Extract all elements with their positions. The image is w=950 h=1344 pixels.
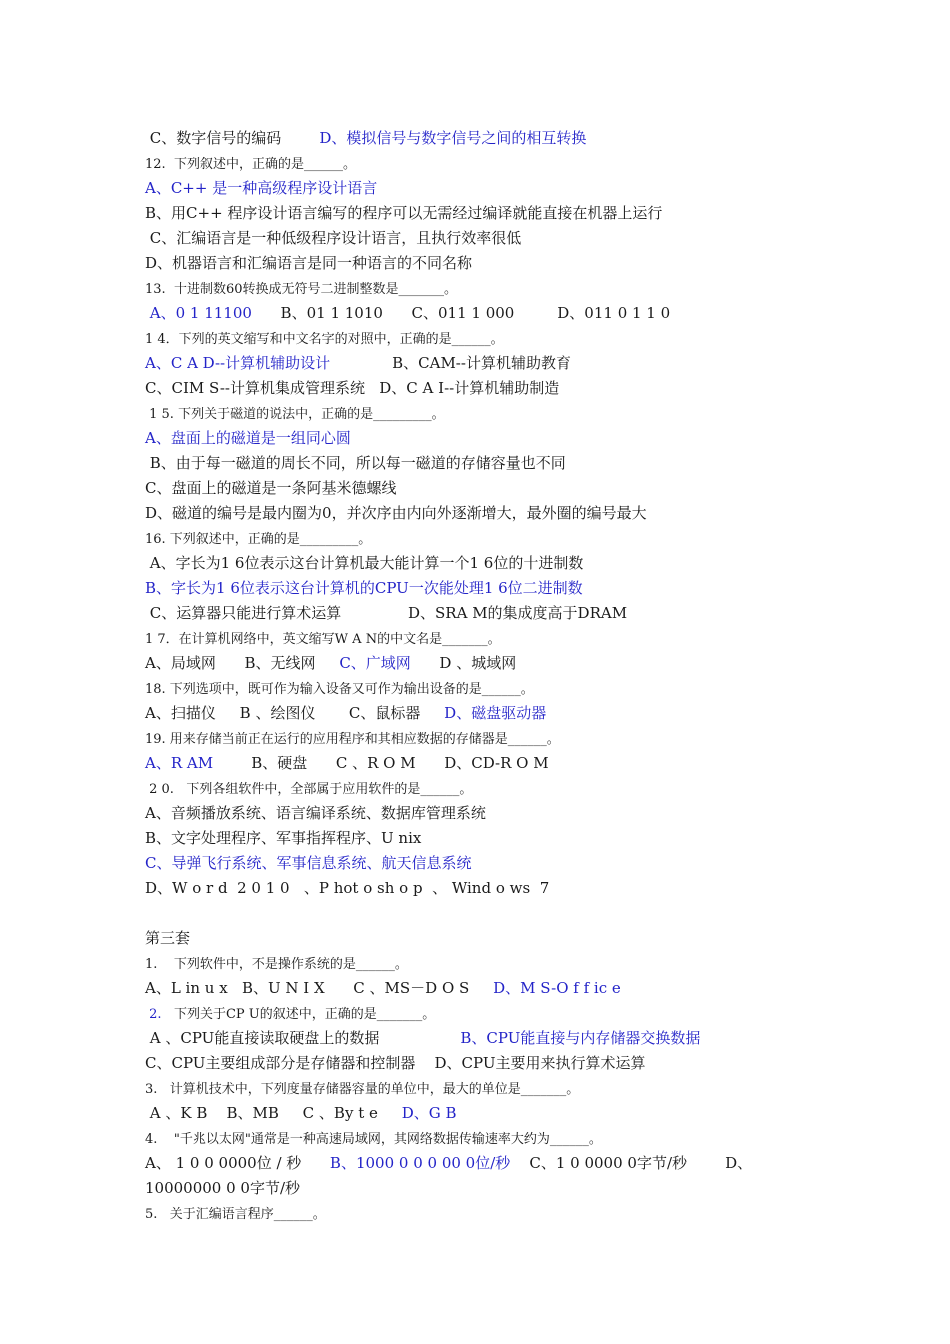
text-line (145, 878, 549, 898)
text-segment: 3. 计算机技术中，下列度量存储器容量的单位中，最大的单位是_______。 (145, 1082, 580, 1097)
text-line (145, 278, 457, 300)
text-segment: A、音频播放系统、语言编译系统、数据库管理系统 (145, 804, 486, 822)
text-line (145, 178, 377, 198)
text-line (145, 1078, 579, 1100)
text-segment: A、 1 0 0 0000位 / 秒 (145, 1154, 330, 1172)
text-line (145, 1203, 326, 1225)
text-segment: C、盘面上的磁道是一条阿基米德螺线 (145, 479, 397, 497)
answer-text: D、M S-O f f ic e (493, 979, 621, 997)
text-segment: 下列关于CP U的叙述中，正确的是_______。 (161, 1007, 436, 1022)
text-line (145, 978, 621, 998)
text-segment: 12. 下列叙述中，正确的是______。 (145, 157, 356, 172)
text-line (145, 678, 534, 700)
text-segment: C、数字信号的编码 (145, 129, 320, 147)
text-segment: D、磁道的编号是最内圈为0，并次序由内向外逐渐增大，最外圈的编号最大 (145, 504, 647, 522)
answer-text: C、广域网 (339, 654, 411, 672)
text-segment: D、机器语言和汇编语言是同一种语言的不同名称 (145, 254, 473, 272)
answer-text: B、CPU能直接与内存储器交换数据 (460, 1029, 701, 1047)
text-segment: B、硬盘 C 、R O M D、CD-R O M (213, 754, 549, 772)
text-line (145, 478, 396, 498)
text-segment: C、汇编语言是一种低级程序设计语言，且执行效率很低 (145, 229, 522, 247)
text-segment: C、1 0 0000 0字节/秒 D、 (510, 1154, 753, 1172)
answer-text: C、导弹飞行系统、军事信息系统、航天信息系统 (145, 854, 472, 872)
text-segment: 1 7．在计算机网络中，英文缩写W A N的中文名是_______。 (145, 632, 501, 647)
text-line (145, 703, 546, 723)
text-segment: C、运算器只能进行算术运算 D、SRA M的集成度高于DRAM (145, 604, 628, 622)
text-line (145, 528, 371, 550)
answer-text: A、0 1 11100 (145, 304, 252, 322)
answer-text: D、模拟信号与数字信号之间的相互转换 (319, 129, 587, 147)
text-segment: 18. 下列选项中，既可作为输入设备又可作为输出设备的是______。 (145, 682, 534, 697)
text-line (145, 453, 566, 473)
answer-text: A、C++ 是一种高级程序设计语言 (145, 179, 378, 197)
text-line (145, 253, 472, 273)
text-segment: 2 0. 下列各组软件中，全部属于应用软件的是______。 (145, 782, 473, 797)
text-line (145, 1153, 752, 1173)
answer-text: A、C A D--计算机辅助设计 (145, 354, 331, 372)
text-segment: A、局域网 B、无线网 (145, 654, 340, 672)
text-line (145, 1103, 457, 1123)
text-line (145, 328, 504, 350)
text-line (145, 1178, 300, 1198)
text-segment: B、由于每一磁道的周长不同，所以每一磁道的存储容量也不同 (145, 454, 566, 472)
text-line (145, 228, 521, 248)
text-line (145, 828, 421, 848)
text-line (145, 128, 586, 148)
text-segment: 16. 下列叙述中，正确的是_________。 (145, 532, 372, 547)
text-line (145, 403, 445, 425)
answer-text: A、盘面上的磁道是一组同心圆 (145, 429, 351, 447)
text-line (145, 603, 627, 623)
text-segment: 10000000 0 0字节/秒 (145, 1179, 301, 1197)
text-segment: 19. 用来存储当前正在运行的应用程序和其相应数据的存储器是______。 (145, 732, 560, 747)
text-segment: B、用C++ 程序设计语言编写的程序可以无需经过编译就能直接在机器上运行 (145, 204, 663, 222)
text-segment: 第三套 (145, 929, 191, 947)
text-line (145, 728, 560, 750)
text-segment: 1 4．下列的英文缩写和中文名字的对照中，正确的是______。 (145, 332, 504, 347)
text-segment: D 、城域网 (410, 654, 517, 672)
text-line (145, 578, 583, 598)
text-segment: 1. 下列软件中，不是操作系统的是______。 (145, 957, 408, 972)
text-line (145, 428, 351, 448)
text-line (145, 1128, 602, 1150)
text-segment: 4. "千兆以太网"通常是一种高速局域网，其网络数据传输速率大约为______。 (145, 1132, 602, 1147)
text-line (145, 203, 662, 223)
text-segment: A、字长为1 6位表示这台计算机最大能计算一个1 6位的十进制数 (145, 554, 584, 572)
text-line (145, 503, 647, 523)
text-segment: 13. 十进制数60转换成无符号二进制整数是_______。 (145, 282, 457, 297)
text-segment: B、CAM--计算机辅助教育 (330, 354, 571, 372)
text-line (145, 153, 356, 175)
text-segment: 1 5. 下列关于磁道的说法中，正确的是_________。 (145, 407, 445, 422)
text-segment: B、文字处理程序、军事指挥程序、U nix (145, 829, 422, 847)
text-segment: 5. 关于汇编语言程序______。 (145, 1207, 326, 1222)
text-line (145, 753, 549, 773)
answer-text: B、1000 0 0 0 00 0位/秒 (329, 1154, 511, 1172)
text-line (145, 653, 516, 673)
answer-text: A、R AM (145, 754, 214, 772)
text-line (145, 953, 408, 975)
answer-text: D、G B (401, 1104, 457, 1122)
answer-text: 2. (145, 1007, 162, 1022)
text-segment: D、W o r d 2 0 1 0 、P hot o sh o p 、 Wind o ws 7 (145, 879, 550, 897)
text-segment: C、CPU主要组成部分是存储器和控制器 D、CPU主要用来执行算术运算 (145, 1054, 646, 1072)
text-segment: B、01 1 1010 C、011 1 000 D、011 0 1 1 0 (251, 304, 671, 322)
text-line (145, 1028, 700, 1048)
text-line (145, 928, 190, 948)
answer-text: B、字长为1 6位表示这台计算机的CPU一次能处理1 6位二进制数 (145, 579, 583, 597)
answer-text: D、磁盘驱动器 (444, 704, 547, 722)
text-segment: A、L in u x B、U N I X C 、MS－D O S (145, 979, 494, 997)
text-line (145, 303, 670, 323)
text-line (145, 553, 583, 573)
text-line (145, 628, 501, 650)
text-line (145, 803, 486, 823)
text-segment: C、CIM S--计算机集成管理系统 D、C A I--计算机辅助制造 (145, 379, 560, 397)
text-segment: A 、K B B、MB C 、By t e (145, 1104, 402, 1122)
text-line (145, 1053, 645, 1073)
text-line (145, 1003, 435, 1025)
text-line (145, 378, 559, 398)
text-line (145, 853, 471, 873)
text-segment: A、扫描仪 B 、绘图仪 C、鼠标器 (145, 704, 445, 722)
text-segment: A 、CPU能直接读取硬盘上的数据 (145, 1029, 461, 1047)
text-line (145, 353, 571, 373)
text-line (145, 778, 472, 800)
